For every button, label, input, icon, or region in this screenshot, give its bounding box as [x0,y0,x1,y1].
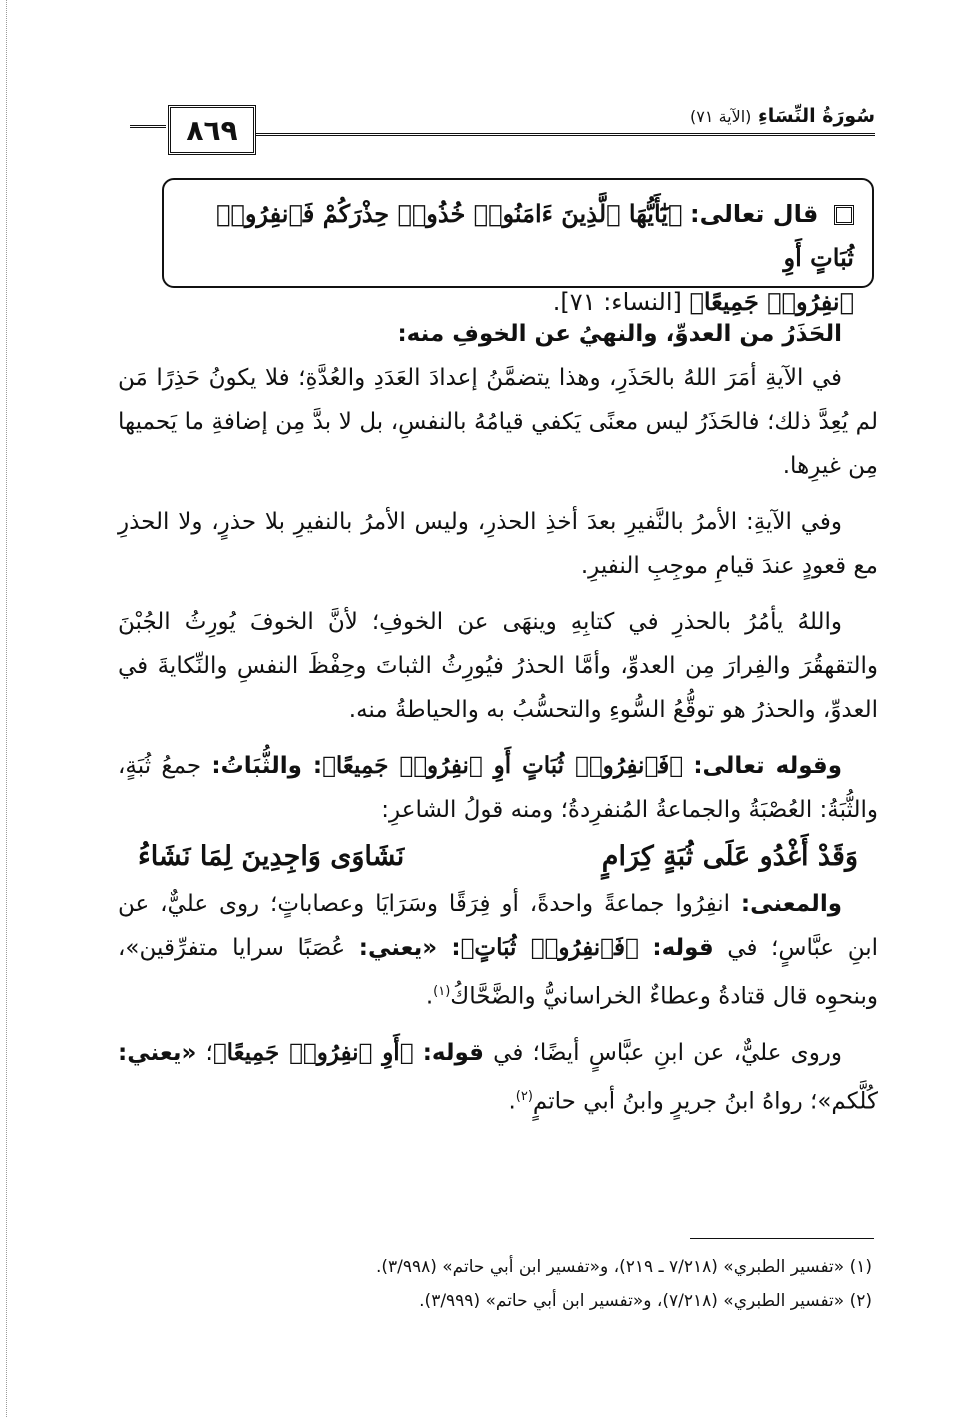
paragraph-6: وروى عليٌّ، عن ابنِ عبَّاسٍ أيضًا؛ في قوله: ﴿أَوِ ٱنفِرُوا۟ جَمِيعًا﴾؛ «يعني: كُلَّكم»؛ رواهُ ابنُ جريرٍ وابنُ أبي حاتمٍ$^{(٢)}$. [118,1038,878,1115]
running-head [690,105,875,127]
poem-hemistich-1: وَقَدْ أَغْدُو عَلَى ثُبَةٍ كِرَامٍ [601,841,858,872]
p4-quote: ﴿فَٱنفِرُوا۟ ثُبَاتٍ أَوِ ٱنفِرُوا۟ جَمِيعًا﴾ [322,752,684,779]
p4-rest: جمعُ ثُبَةٍ، والثُّبَةُ: العُصْبَةُ والجماعةُ المُنفرِدةُ؛ ومنه قولُ الشاعرِ: [118,753,878,823]
surah-title: سُورَةُ النِّسَاءِ [758,105,875,127]
poem-hemistich-2: نَشَاوَى وَاجِدِينَ لِمَا نَشَاءُ [138,841,405,872]
header-rule-left [130,125,166,128]
verse-intro: قال تعالى: [689,200,819,228]
paragraph-1: في الآيةِ أمَرَ اللهُ بالحَذَرِ، وهذا يتضمَّنُ إعدادَ العَدَدِ والعُدَّةِ؛ فلا يكونُ حَذِرًا مَن لم يُعِدَّ ذلك؛ فالحَذَرُ ليس معنًى يَكفي قيامُهُ بالنفسِ، بل لا بدَّ مِن إضافةِ ما يَحميها مِن غيرِها. [118,365,878,479]
p4-lead: وقوله تعالى: [693,753,843,779]
verse-text-1: ﴿يَٰٓأَيُّهَا ٱلَّذِينَ ءَامَنُوا۟ خُذُوا۟ حِذْرَكُمْ فَٱنفِرُوا۟ ثُبَاتٍ أَوِ [216,199,854,272]
footnotes [200,1250,872,1318]
p6-tail: كُلَّكم»؛ رواهُ ابنُ جريرٍ وابنُ أبي حاتمٍ [532,1088,878,1115]
p5-tail: عُصَبًا سرايا متفرِّقين»، وبنحوِه قال قتادةُ وعطاءٌ الخراسانيُّ والضَّحَّاكُ [118,935,878,1010]
p6-quote: ﴿أَوِ ٱنفِرُوا۟ جَمِيعًا﴾ [212,1038,414,1066]
p6-sep: ؛ [205,1039,213,1066]
verse-box [162,178,874,316]
footnote-2: (٢) «تفسير الطبري» (٧/٢١٨)، و«تفسير ابن أبي حاتم» (٣/٩٩٩). [419,1291,872,1311]
header-rule-right [256,133,875,136]
paragraph-2: وفي الآيةِ: الأمرُ بالنَّفيرِ بعدَ أخذِ الحذرِ، وليس الأمرُ بالنفيرِ بلا حذرٍ، ولا الحذرِ مع قعودٍ عندَ قيامِ موجِبِ النفيرِ. [118,509,878,579]
footnote-ref-2: (٢) [515,1088,533,1104]
paragraph-5: والمعنى: انفِرُوا جماعةً واحدةً، أو فِرَقًا وسَرَايَا وعصاباتٍ؛ روى عليٌّ، عن ابنِ عبَّاسٍ؛ في قوله: ﴿فَٱنفِرُوا۟ ثُبَاتٍ﴾: «يعني: عُصَبًا سرايا متفرِّقين»، وبنحوِه قال قتادةُ وعطاءٌ الخراسانيُّ والضَّحَّاكُ$^{(١)}$. [118,891,879,1010]
verse-line-1 [182,192,854,280]
paragraph-3: واللهُ يأمُرُ بالحذرِ في كتابِهِ وينهَى عن الخوفِ؛ لأنَّ الخوفَ يُورِثُ الجُبْنَ والتقهقُرَ والفِرارَ مِن العدوِّ، وأمَّا الحذرُ فيُورِثُ الثباتَ وحِفْظَ النفسِ والنِّكايةَ في العدوِّ، والحذرُ هو توقُّعُ السُّوءِ والتحسُّبُ به والحياطةُ منه. [118,609,878,723]
p6-yani: «يعني: [118,1039,197,1066]
footnote-ref-1: (١) [433,984,451,999]
page-header [130,105,875,155]
footnote-rule [690,1238,874,1239]
p6-text: وروى عليٌّ، عن ابنِ عبَّاسٍ أيضًا؛ في [493,1039,843,1066]
p6-qawluh: قوله: [422,1039,484,1066]
page-binding-edge [0,0,7,1417]
p5-quote: ﴿فَٱنفِرُوا۟ ثُبَاتٍ﴾ [460,934,639,961]
p4-term: : والثُّبَاتُ: [211,753,323,779]
p5-lead: والمعنى: [740,891,842,917]
footnote-1: (١) «تفسير الطبري» (٧/٢١٨ ـ ٢١٩)، و«تفسير ابن أبي حاتم» (٣/٩٩٨). [375,1257,872,1277]
verse-citation: [النساء: ٧١]. [552,288,682,316]
p5-text: انفِرُوا جماعةً واحدةً، أو فِرَقًا وسَرَايَا وعصاباتٍ؛ روى عليٌّ، عن ابنِ عبَّاسٍ؛ في [118,891,879,961]
main-text [118,312,878,1123]
p5-yani: : «يعني: [358,935,461,961]
p5-qawluh: قوله: [652,935,714,961]
verse-text-2: ٱنفِرُوا۟ جَمِيعًا﴾ [689,287,854,316]
verse-reference: (الآية ٧١) [690,107,752,126]
page-number: ٨٦٩ [168,105,256,155]
paragraph-4 [118,744,878,832]
poem-verse [118,832,878,882]
section-heading: الحَذَرُ من العدوِّ، والنهيُ عن الخوفِ منه: [397,321,842,347]
ornament-icon [834,205,854,225]
